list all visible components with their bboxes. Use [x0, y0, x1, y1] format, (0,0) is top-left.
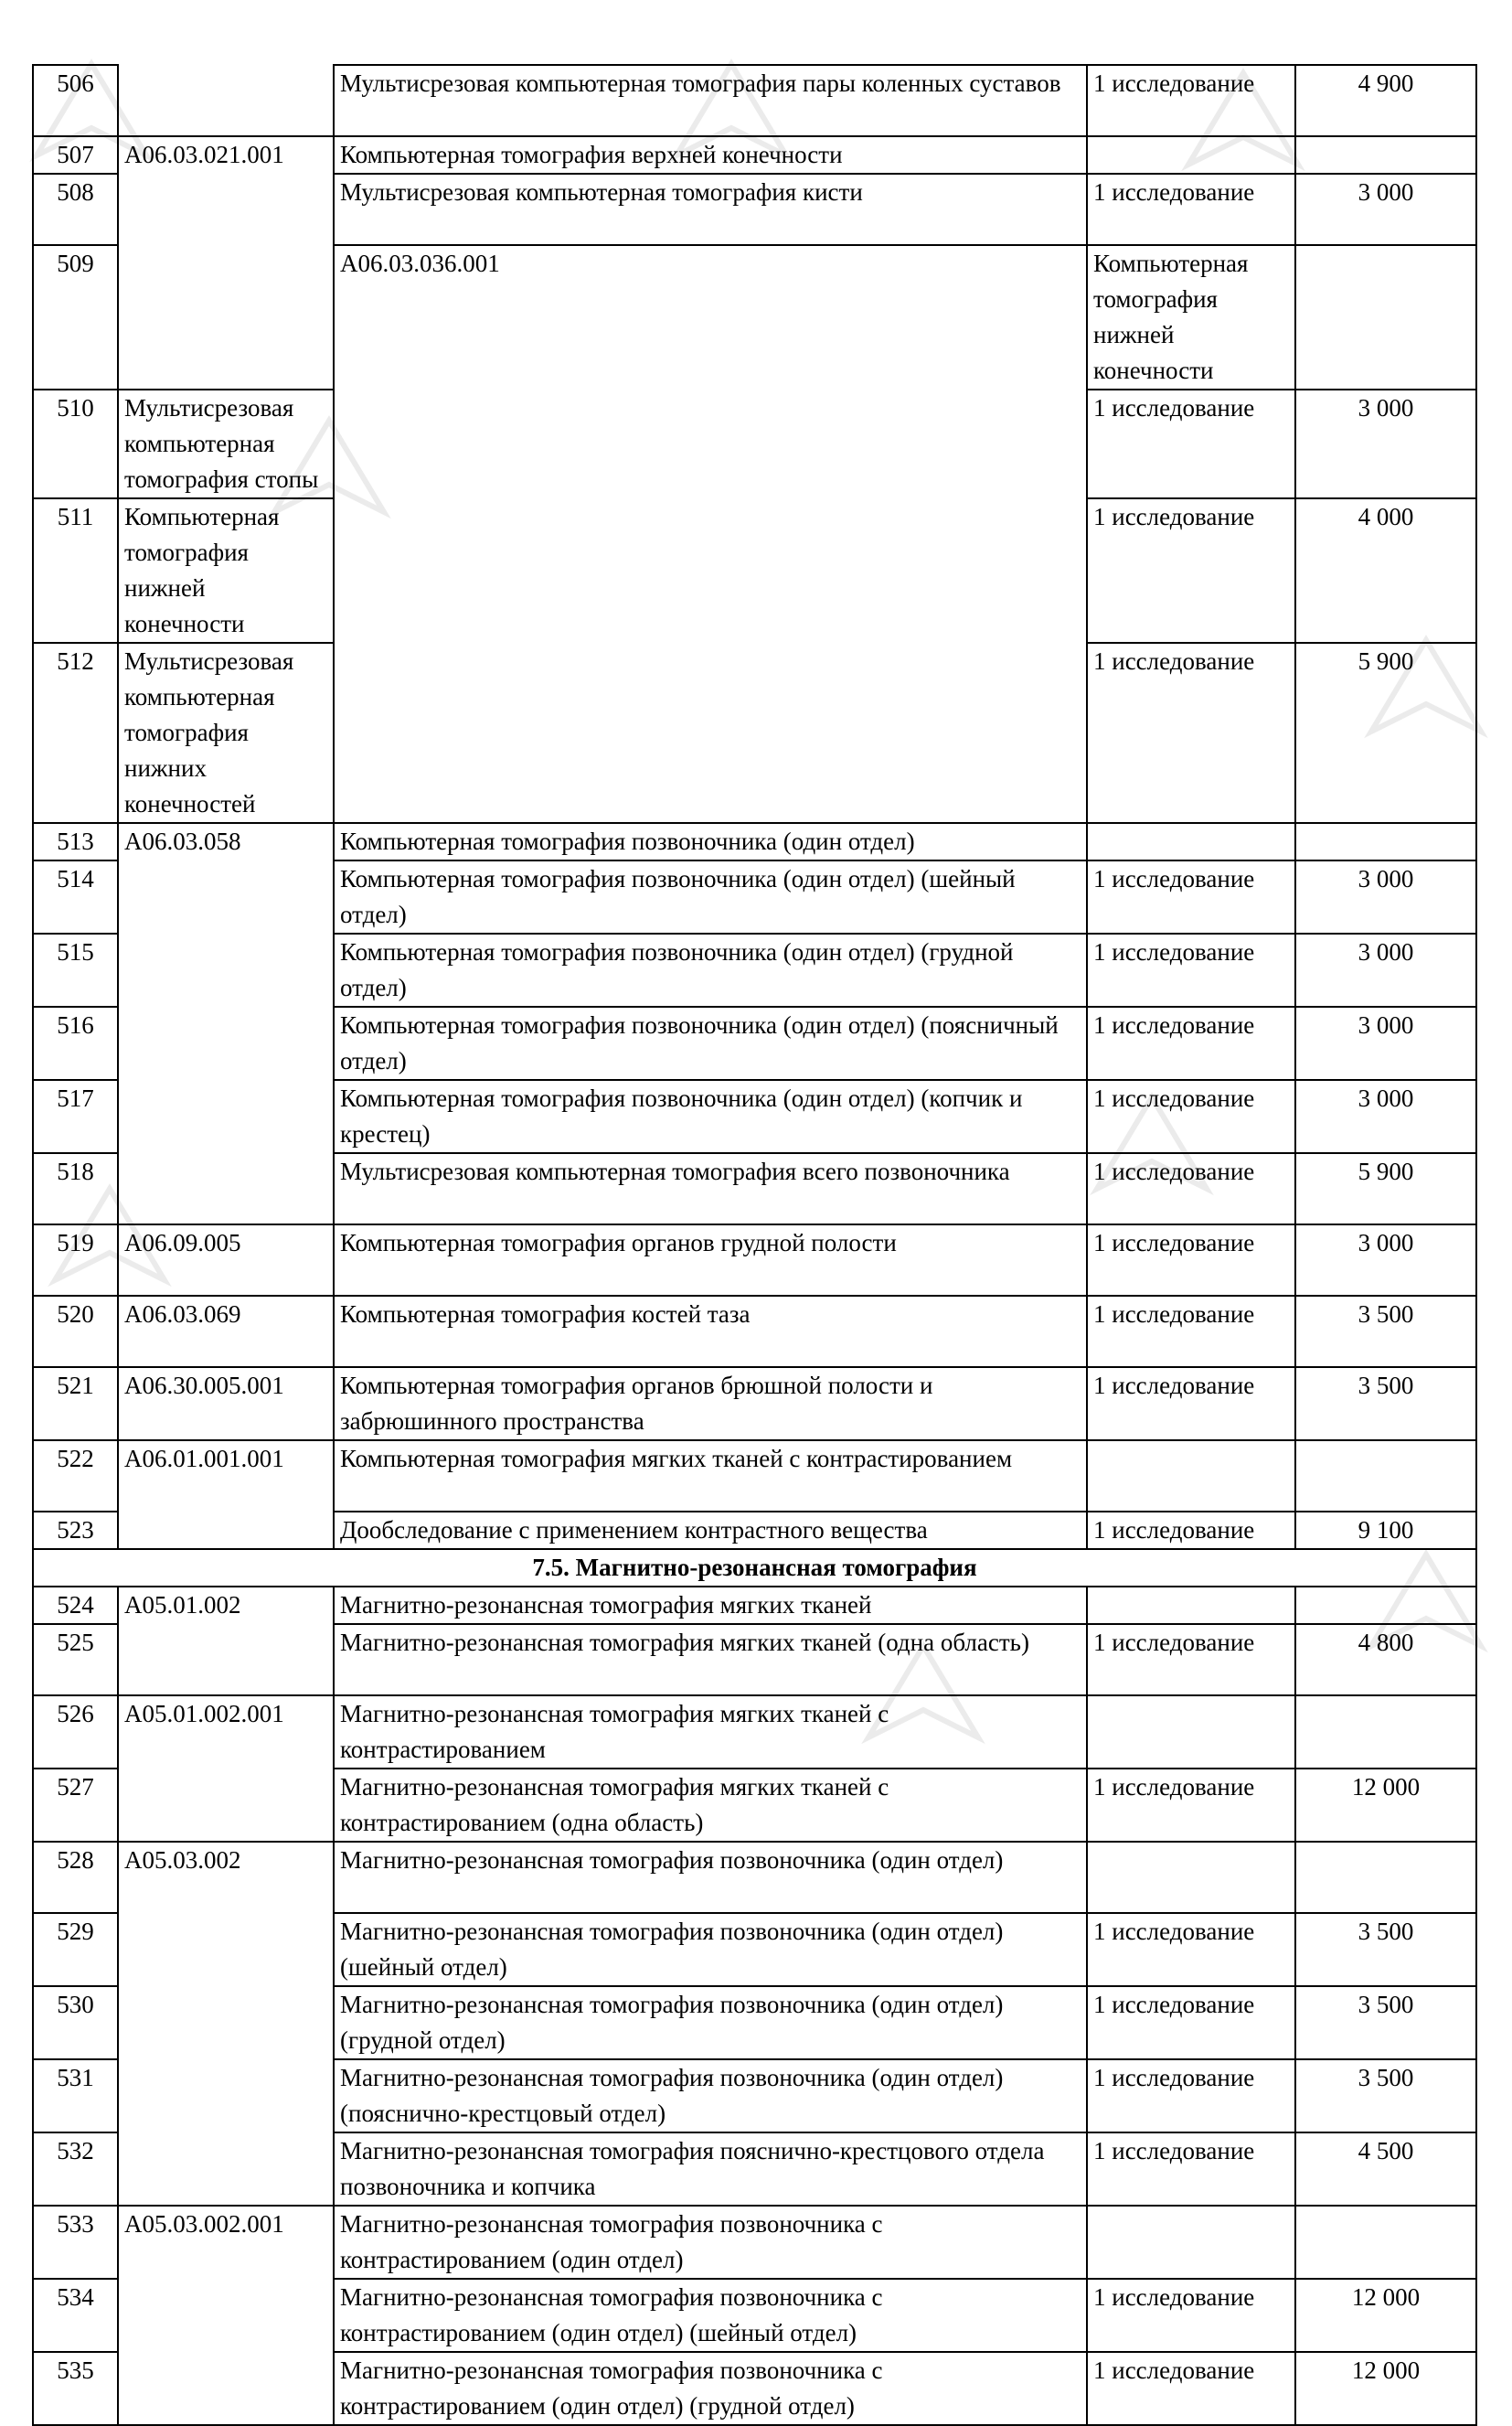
- row-number: 525: [33, 1624, 118, 1695]
- unit-of-measure: 1 исследование: [1087, 1624, 1295, 1695]
- row-number: 506: [33, 65, 118, 136]
- service-name: Компьютерная томография мягких тканей с контрастированием: [334, 1440, 1087, 1512]
- service-price: 3 500: [1295, 2059, 1476, 2132]
- service-price: 5 900: [1295, 1153, 1476, 1224]
- unit-of-measure: 1 исследование: [1087, 2279, 1295, 2352]
- unit-of-measure: 1 исследование: [1087, 934, 1295, 1007]
- service-name: Компьютерная томография позвоночника (один отдел) (поясничный отдел): [334, 1007, 1087, 1080]
- row-number: 522: [33, 1440, 118, 1512]
- unit-of-measure: [1087, 1695, 1295, 1769]
- row-number: 507: [33, 136, 118, 174]
- service-name: Дообследование с применением контрастного вещества: [334, 1512, 1087, 1549]
- service-price: 12 000: [1295, 2352, 1476, 2425]
- service-price: [1295, 1587, 1476, 1624]
- section-title: 7.5. Магнитно-резонансная томография: [33, 1549, 1476, 1587]
- service-code: A06.03.069: [118, 1296, 334, 1367]
- service-name: Мультисрезовая компьютерная томография пары коленных суставов: [334, 65, 1087, 136]
- service-code: [118, 65, 334, 136]
- service-name: Компьютерная томография органов брюшной полости и забрюшинного пространства: [334, 1367, 1087, 1440]
- unit-of-measure: [1295, 245, 1476, 390]
- service-price: 3 000: [1295, 1224, 1476, 1296]
- unit-of-measure: 1 исследование: [1087, 1224, 1295, 1296]
- service-name: Магнитно-резонансная томография позвоночника (один отдел) (пояснично-крестцовый отдел): [334, 2059, 1087, 2132]
- table-row: [33, 1587, 1476, 1624]
- service-name: Магнитно-резонансная томография позвоночника (один отдел) (грудной отдел): [334, 1986, 1087, 2059]
- row-number: 524: [33, 1587, 118, 1624]
- service-name: Магнитно-резонансная томография позвоночника с контрастированием (один отдел) (шейный отдел): [334, 2279, 1087, 2352]
- service-price: 3 000: [1295, 174, 1476, 245]
- section-header-row: [33, 1549, 1476, 1587]
- unit-of-measure: 1 исследование: [1087, 1080, 1295, 1153]
- table-row: [33, 136, 1476, 174]
- row-number: 519: [33, 1224, 118, 1296]
- service-code: A06.30.005.001: [118, 1367, 334, 1440]
- service-price: 3 500: [1295, 1986, 1476, 2059]
- table-row: [33, 1367, 1476, 1440]
- row-number: 529: [33, 1913, 118, 1986]
- service-price: 3 500: [1295, 1367, 1476, 1440]
- row-number: 518: [33, 1153, 118, 1224]
- service-code: A05.03.002: [118, 1842, 334, 2206]
- row-number: 511: [33, 498, 118, 643]
- service-name: Компьютерная томография нижней конечности: [1087, 245, 1295, 390]
- service-code: A05.01.002.001: [118, 1695, 334, 1842]
- service-price: 12 000: [1295, 1769, 1476, 1842]
- service-code: A06.03.021.001: [118, 136, 334, 390]
- service-name: Магнитно-резонансная томография позвоночника с контрастированием (один отдел) (грудной отдел): [334, 2352, 1087, 2425]
- unit-of-measure: 1 исследование: [1087, 498, 1295, 643]
- table-row: [33, 2206, 1476, 2279]
- unit-of-measure: 1 исследование: [1087, 1769, 1295, 1842]
- service-name: Магнитно-резонансная томография пояснично-крестцового отдела позвоночника и копчика: [334, 2132, 1087, 2206]
- service-price: 4 800: [1295, 1624, 1476, 1695]
- unit-of-measure: 1 исследование: [1087, 2352, 1295, 2425]
- table-row: [33, 1842, 1476, 1913]
- unit-of-measure: 1 исследование: [1087, 1913, 1295, 1986]
- service-name: Мультисрезовая компьютерная томография всего позвоночника: [334, 1153, 1087, 1224]
- price-table-body: [33, 65, 1476, 2425]
- row-number: 531: [33, 2059, 118, 2132]
- row-number: 528: [33, 1842, 118, 1913]
- unit-of-measure: 1 исследование: [1087, 1153, 1295, 1224]
- service-name: Магнитно-резонансная томография мягких тканей: [334, 1587, 1087, 1624]
- service-price: 3 500: [1295, 1296, 1476, 1367]
- row-number: 535: [33, 2352, 118, 2425]
- service-name: Компьютерная томография верхней конечности: [334, 136, 1087, 174]
- unit-of-measure: [1087, 1842, 1295, 1913]
- service-price: 9 100: [1295, 1512, 1476, 1549]
- table-row: [33, 1224, 1476, 1296]
- service-name: Компьютерная томография нижней конечности: [118, 498, 334, 643]
- unit-of-measure: 1 исследование: [1087, 1007, 1295, 1080]
- row-number: 516: [33, 1007, 118, 1080]
- row-number: 513: [33, 823, 118, 860]
- service-name: Магнитно-резонансная томография позвоночника (один отдел) (шейный отдел): [334, 1913, 1087, 1986]
- service-name: Мультисрезовая компьютерная томография стопы: [118, 390, 334, 498]
- row-number: 530: [33, 1986, 118, 2059]
- row-number: 532: [33, 2132, 118, 2206]
- service-price: [1295, 136, 1476, 174]
- service-price: 3 000: [1295, 1007, 1476, 1080]
- service-code: A06.01.001.001: [118, 1440, 334, 1549]
- row-number: 520: [33, 1296, 118, 1367]
- service-code: A06.03.036.001: [334, 245, 1087, 823]
- row-number: 527: [33, 1769, 118, 1842]
- row-number: 514: [33, 860, 118, 934]
- service-code: A05.01.002: [118, 1587, 334, 1695]
- service-price: 5 900: [1295, 643, 1476, 823]
- row-number: 517: [33, 1080, 118, 1153]
- service-name: Магнитно-резонансная томография мягких тканей с контрастированием (одна область): [334, 1769, 1087, 1842]
- table-row: [33, 1296, 1476, 1367]
- service-name: Компьютерная томография костей таза: [334, 1296, 1087, 1367]
- row-number: 533: [33, 2206, 118, 2279]
- unit-of-measure: 1 исследование: [1087, 2059, 1295, 2132]
- service-name: Магнитно-резонансная томография мягких тканей с контрастированием: [334, 1695, 1087, 1769]
- service-price: 4 000: [1295, 498, 1476, 643]
- service-price: [1295, 1440, 1476, 1512]
- service-name: Магнитно-резонансная томография мягких тканей (одна область): [334, 1624, 1087, 1695]
- service-name: Магнитно-резонансная томография позвоночника (один отдел): [334, 1842, 1087, 1913]
- service-name: Компьютерная томография позвоночника (один отдел): [334, 823, 1087, 860]
- unit-of-measure: [1087, 1440, 1295, 1512]
- row-number: 515: [33, 934, 118, 1007]
- service-name: Магнитно-резонансная томография позвоночника с контрастированием (один отдел): [334, 2206, 1087, 2279]
- service-name: Мультисрезовая компьютерная томография нижних конечностей: [118, 643, 334, 823]
- row-number: 523: [33, 1512, 118, 1549]
- row-number: 526: [33, 1695, 118, 1769]
- unit-of-measure: 1 исследование: [1087, 174, 1295, 245]
- service-price: [1295, 823, 1476, 860]
- unit-of-measure: [1087, 2206, 1295, 2279]
- service-name: Мультисрезовая компьютерная томография кисти: [334, 174, 1087, 245]
- service-name: Компьютерная томография позвоночника (один отдел) (грудной отдел): [334, 934, 1087, 1007]
- service-name: Компьютерная томография позвоночника (один отдел) (шейный отдел): [334, 860, 1087, 934]
- unit-of-measure: 1 исследование: [1087, 1367, 1295, 1440]
- unit-of-measure: 1 исследование: [1087, 643, 1295, 823]
- unit-of-measure: 1 исследование: [1087, 1986, 1295, 2059]
- row-number: 512: [33, 643, 118, 823]
- unit-of-measure: 1 исследование: [1087, 1296, 1295, 1367]
- service-price: [1295, 1842, 1476, 1913]
- service-price: 12 000: [1295, 2279, 1476, 2352]
- price-table: [32, 64, 1477, 2426]
- service-code: A06.03.058: [118, 823, 334, 1224]
- table-row: [33, 1440, 1476, 1512]
- service-price: 4 500: [1295, 2132, 1476, 2206]
- service-price: 3 000: [1295, 390, 1476, 498]
- service-price: 4 900: [1295, 65, 1476, 136]
- table-row: [33, 65, 1476, 136]
- service-code: A05.03.002.001: [118, 2206, 334, 2425]
- service-code: A06.09.005: [118, 1224, 334, 1296]
- table-row: [33, 1695, 1476, 1769]
- row-number: 521: [33, 1367, 118, 1440]
- unit-of-measure: [1087, 823, 1295, 860]
- service-price: [1295, 1695, 1476, 1769]
- table-row: [33, 823, 1476, 860]
- row-number: 534: [33, 2279, 118, 2352]
- row-number: 510: [33, 390, 118, 498]
- service-price: 3 000: [1295, 934, 1476, 1007]
- unit-of-measure: 1 исследование: [1087, 65, 1295, 136]
- service-name: Компьютерная томография органов грудной полости: [334, 1224, 1087, 1296]
- unit-of-measure: [1087, 1587, 1295, 1624]
- service-price: 3 000: [1295, 860, 1476, 934]
- row-number: 508: [33, 174, 118, 245]
- unit-of-measure: 1 исследование: [1087, 860, 1295, 934]
- unit-of-measure: 1 исследование: [1087, 390, 1295, 498]
- service-name: Компьютерная томография позвоночника (один отдел) (копчик и крестец): [334, 1080, 1087, 1153]
- service-price: 3 500: [1295, 1913, 1476, 1986]
- service-price: [1295, 2206, 1476, 2279]
- row-number: 509: [33, 245, 118, 390]
- unit-of-measure: 1 исследование: [1087, 1512, 1295, 1549]
- unit-of-measure: [1087, 136, 1295, 174]
- service-price: 3 000: [1295, 1080, 1476, 1153]
- unit-of-measure: 1 исследование: [1087, 2132, 1295, 2206]
